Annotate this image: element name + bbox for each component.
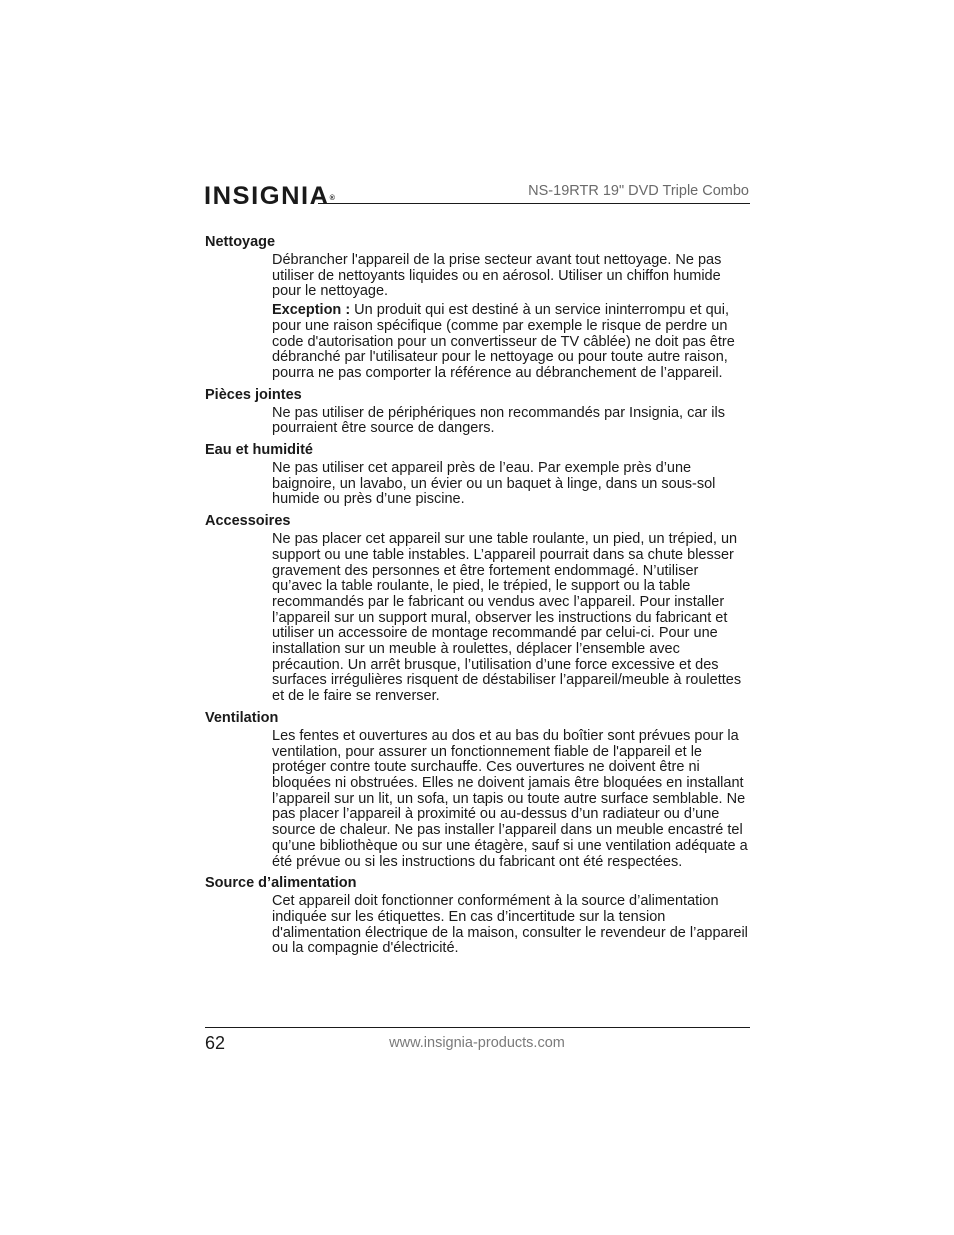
paragraph-lead: Exception : bbox=[272, 302, 351, 319]
section-body bbox=[272, 406, 750, 437]
paragraph bbox=[272, 894, 750, 957]
paragraph-text: Cet appareil doit fonctionner conformément à la source d’alimentation indiquée sur les étiquettes. En cas d’incertitude sur la tension d'alimentation électrique de la maison, consulter le revendeur de l’appareil ou la compagnie d'électricité. bbox=[272, 893, 748, 957]
footer-url: www.insignia-products.com bbox=[389, 1035, 565, 1051]
paragraph-text: Ne pas utiliser de périphériques non recommandés par Insignia, car ils pourraient être source de dangers. bbox=[272, 404, 725, 437]
section-body bbox=[272, 461, 750, 508]
paragraph-text: Ne pas placer cet appareil sur une table roulante, un pied, un trépied, un support ou une table instables. L’appareil pourrait dans sa chute blesser gravement des personnes et être fortement endommagé. N’utiliser qu’avec la table roulante, le pied, le trépied, le support ou la table recommandés par le fabricant ou vendus avec l’appareil. Pour installer l’appareil sur un support mural, observer les instructions du fabricant et utiliser un accessoire de montage recommandé par celui-ci. Pour une installation sur un meuble à roulettes, déplacer l’ensemble avec précaution. Un arrêt brusque, l’utilisation d’une force excessive et des surfaces irrégulières risquent de déstabiliser l’appareil/meuble à roulettes et de le faire se renverser. bbox=[272, 531, 742, 705]
footer-divider bbox=[205, 1027, 750, 1028]
page-content bbox=[205, 234, 750, 962]
page-number: 62 bbox=[205, 1033, 226, 1053]
section-body bbox=[272, 253, 750, 382]
header-divider bbox=[318, 203, 750, 204]
paragraph-text: Les fentes et ouvertures au dos et au bas du boîtier sont prévues pour la ventilation, pour assurer un fonctionnement fiable de l'appareil et le protéger contre toute surchauffe. Ces ouvertures ne doivent être ni bloquées ni obstruées. Elles ne doivent jamais être bloquées en installant l’appareil sur un lit, un sofa, un tapis ou toute autre surface semblable. Ne pas placer l’appareil à proximité ou au-dessus d’un radiateur ou d’une source de chaleur. Ne pas installer l’appareil dans un meuble encastré tel qu’une bibliothèque ou sur une étagère, sauf si une ventilation adéquate a été prévue ou si les instructions du fabricant ont été respectées. bbox=[272, 727, 748, 870]
paragraph bbox=[272, 461, 750, 508]
paragraph-text: Débrancher l'appareil de la prise secteur avant tout nettoyage. Ne pas utiliser de nettoyants liquides ou en aérosol. Utiliser un chiffon humide pour le nettoyage. bbox=[272, 252, 722, 300]
section-heading: Accessoires bbox=[205, 513, 291, 530]
paragraph bbox=[272, 729, 750, 870]
paragraph bbox=[272, 303, 750, 382]
section-heading: Eau et humidité bbox=[205, 442, 313, 459]
paragraph bbox=[272, 532, 750, 705]
section-body bbox=[272, 729, 750, 870]
document-title: NS-19RTR 19" DVD Triple Combo bbox=[528, 183, 749, 199]
section-heading: Source d’alimentation bbox=[205, 875, 357, 892]
paragraph bbox=[272, 406, 750, 437]
section-heading: Nettoyage bbox=[205, 234, 276, 250]
section-heading: Pièces jointes bbox=[205, 386, 302, 403]
section-body bbox=[272, 894, 750, 957]
trademark-symbol: ® bbox=[329, 195, 335, 202]
paragraph-text: Un produit qui est destiné à un service ininterrompu et qui, pour une raison spécifique (comme par exemple le risque de perdre un code d'autorisation pour un convertisseur de TV câblée) ne doit pas être débranché par l'utilisateur pour le nettoyage ou pour toute autre raison, pourra ne pas comporter la référence au débranchement de l’appareil. bbox=[272, 302, 735, 381]
section-body bbox=[272, 532, 750, 705]
paragraph-text: Ne pas utiliser cet appareil près de l’eau. Par exemple près d’une baignoire, un lavabo, un évier ou un baquet à linge, dans un sous-sol humide ou près d’une piscine. bbox=[272, 460, 716, 508]
brand-logo: INSIGNIA® bbox=[204, 182, 335, 210]
paragraph bbox=[272, 253, 750, 300]
section-heading: Ventilation bbox=[205, 709, 279, 726]
